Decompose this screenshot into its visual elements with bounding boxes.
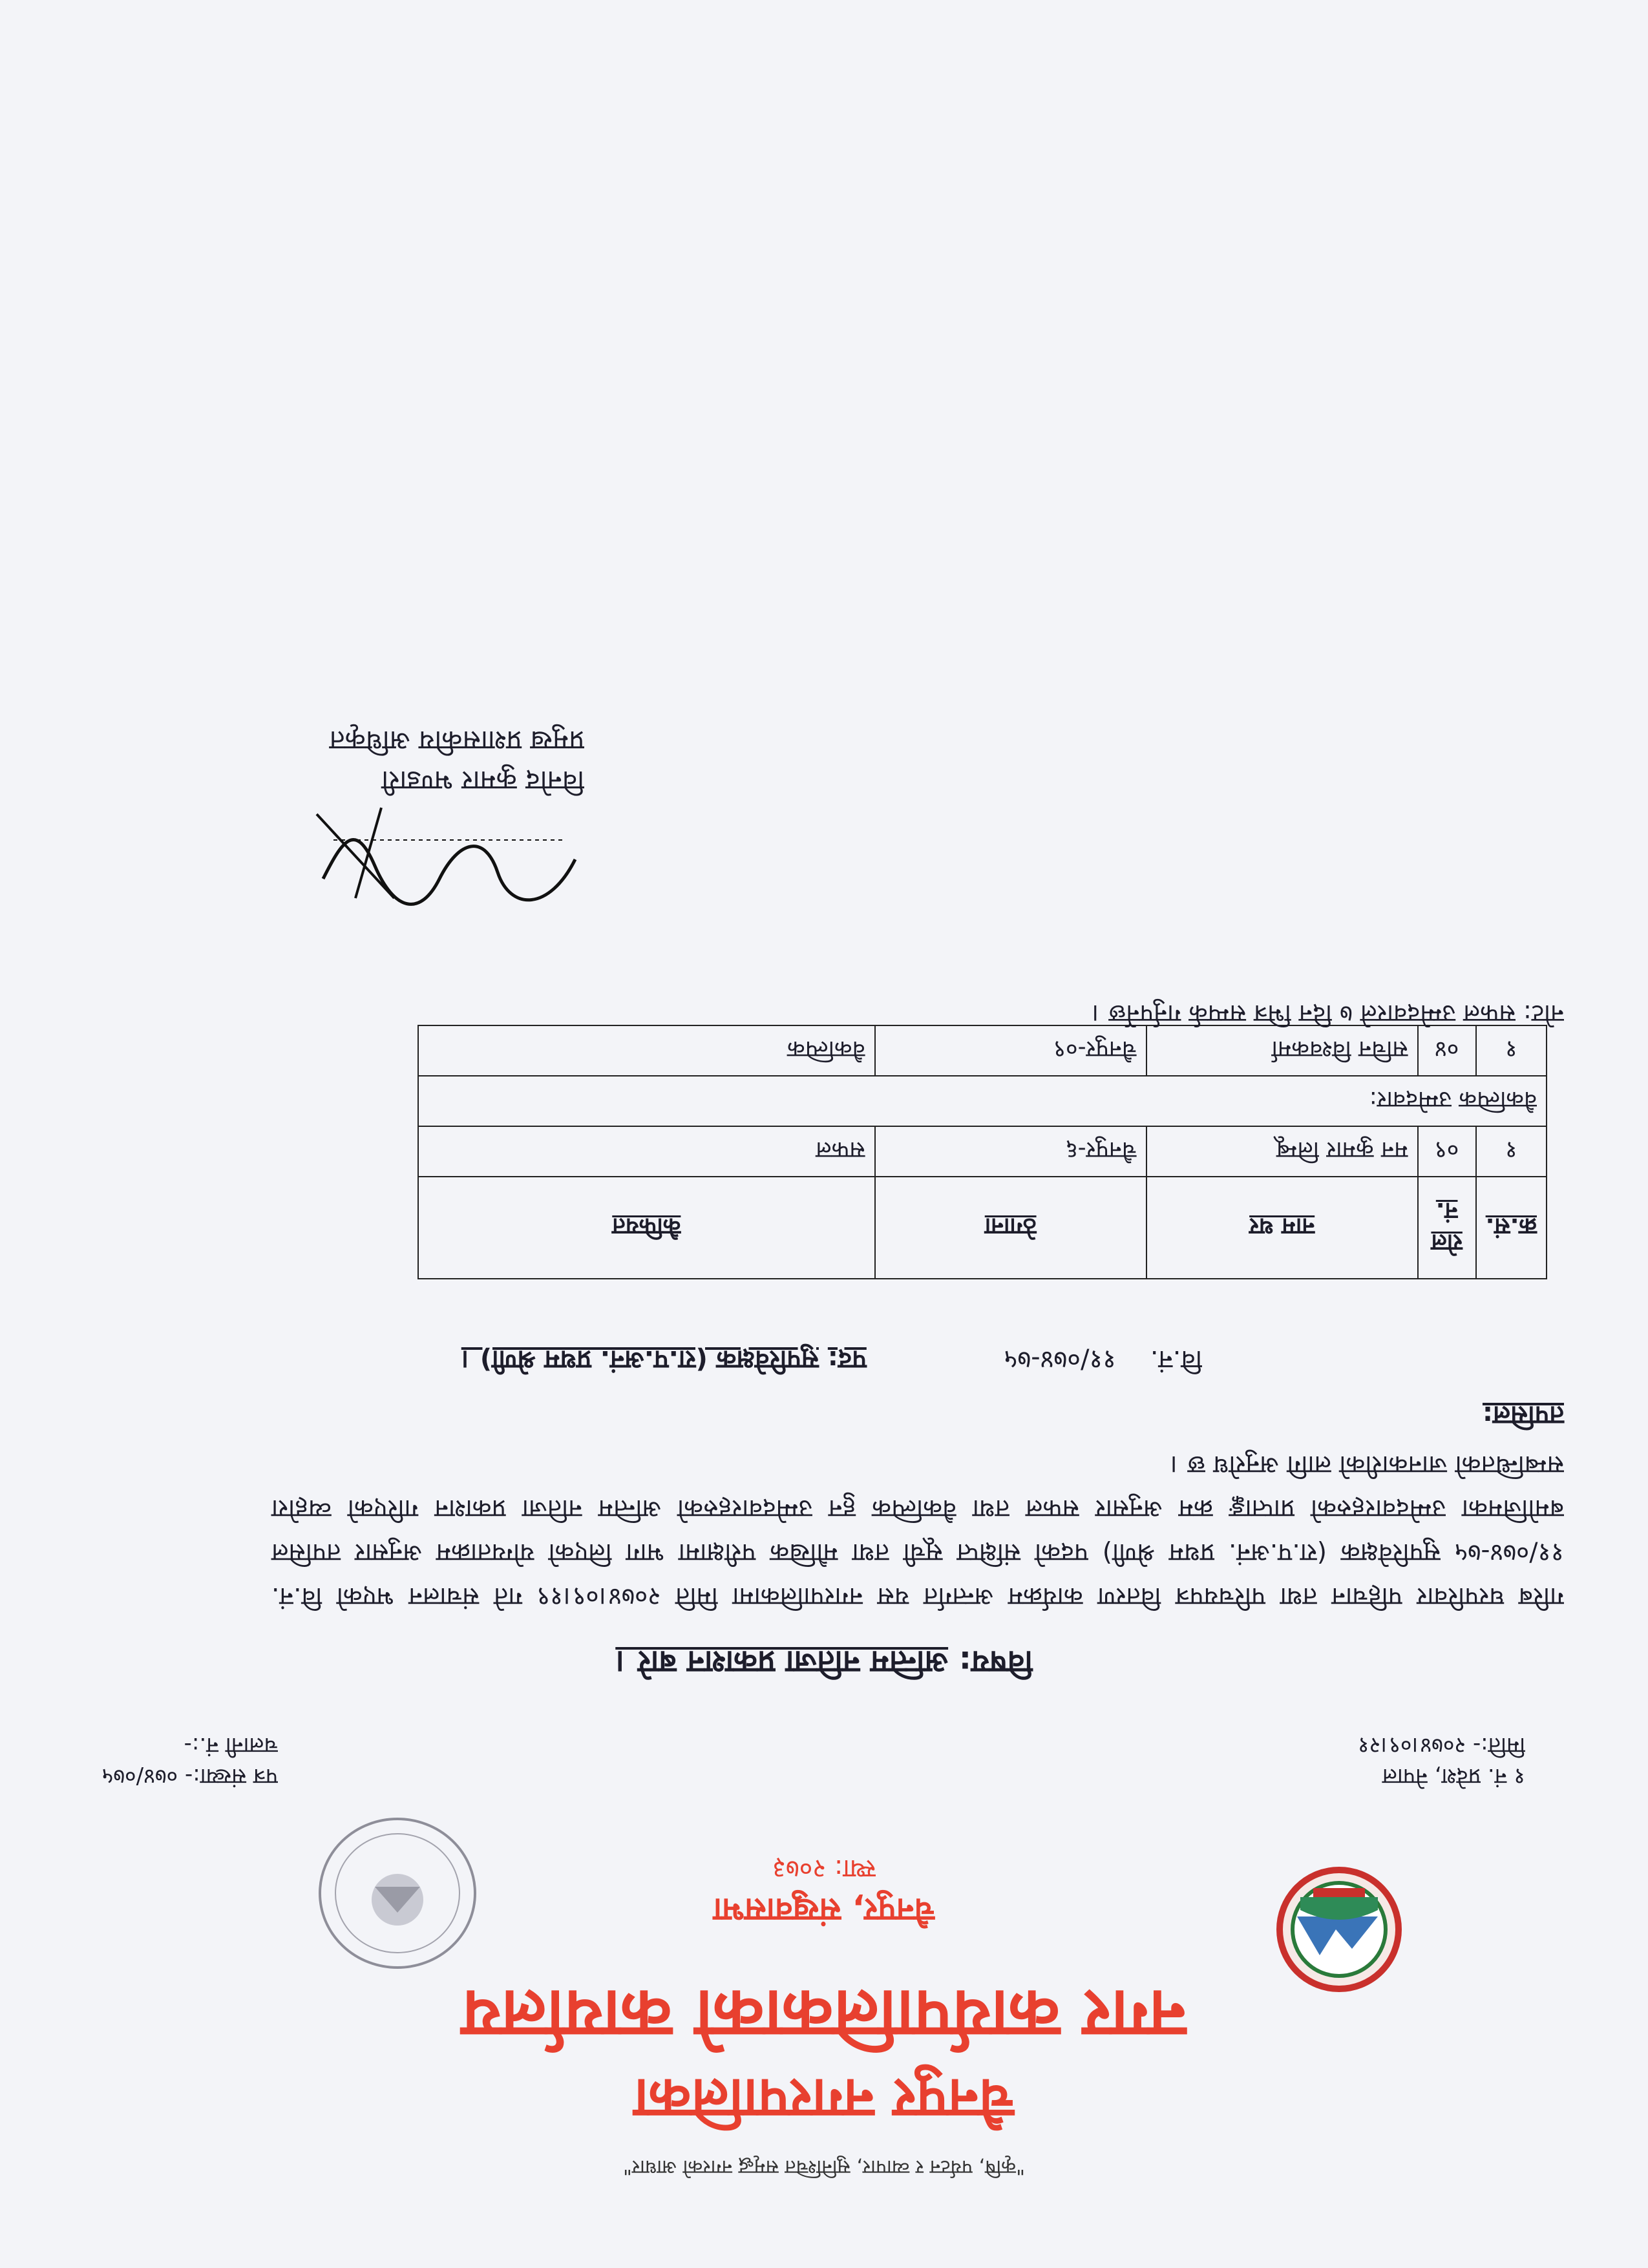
cell-sn: १: [1476, 1025, 1547, 1076]
cell-roll: ०४: [1418, 1025, 1476, 1076]
cell-roll: ०९: [1418, 1126, 1476, 1177]
subject-text: अन्तिम नतिजा प्रकाशन बारे ।: [615, 1644, 949, 1680]
details-heading: तपसिल:: [1482, 1400, 1564, 1430]
results-table: [417, 1025, 1547, 1279]
adv-no: ११/०७४-७५: [1004, 1345, 1117, 1374]
advertisement-line: [461, 1343, 1202, 1379]
table-header-row: [418, 1177, 1547, 1279]
motto: "कृषि, पर्यटन र व्यापार, सुनिश्चित समृद्ध नगरको आधार": [623, 2156, 1025, 2178]
cell-name: मन कुमार लिम्बू: [1146, 1126, 1418, 1177]
alternate-heading: वैकल्पिक उम्मेदवार:: [418, 1076, 1547, 1126]
post-name: सुपरिवेक्षक (रा.प.अनं. प्रथम श्रेणी) ।: [461, 1345, 819, 1374]
col-header-name: नाम थर: [1146, 1177, 1418, 1279]
office-seal-icon: [310, 1809, 485, 1977]
note-line: नोट: सफल उम्मेदवारले ७ दिन भित्र सम्पर्क गर्नुपर्नेछ ।: [1092, 1000, 1564, 1028]
alternate-heading-row: [418, 1076, 1547, 1126]
cell-address: चैनपुर-०९: [875, 1025, 1146, 1076]
org-name: चैनपुर नगरपालिका: [634, 2066, 1014, 2131]
col-header-remarks: कैफियत: [418, 1177, 875, 1279]
cell-remarks: वैकल्पिक: [418, 1025, 875, 1076]
office-name: नगर कार्यपालिकाको कार्यालय: [461, 1975, 1187, 2054]
table-row: [418, 1126, 1547, 1177]
reference-number: पत्र संख्या:- ०७४/०७५: [101, 1763, 278, 1789]
subject-line: [0, 1642, 1648, 1684]
handwritten-signature: [278, 801, 588, 937]
cell-name: सचिन विश्वकर्मा: [1146, 1025, 1418, 1076]
post-line: [461, 1345, 867, 1374]
cell-remarks: सफल: [418, 1126, 875, 1177]
dispatch-number: चलानी नं.:-: [184, 1732, 278, 1758]
col-header-roll: रोल नं.: [1418, 1177, 1476, 1279]
office-address: चैनपुर, संखुवासभा: [713, 1891, 935, 1929]
table-row: [418, 1025, 1547, 1076]
cell-sn: १: [1476, 1126, 1547, 1177]
body-paragraph: गरिब घरपरिवार पहिचान तथा परिचयपत्र वितरण कार्यक्रम अन्तर्गत यस नगरपालिकामा मिति २०७४।०९।१९ गते संचालन भएको वि.नं. ११/०७४-७५ सुपरिवेक्षक (रा.प.अनं. प्रथम श्रेणी) पदको संक्षिप्त सूची तथा मौखिक परीक्षामा भाग लिएको योग्यताक्रम अनुसार तपसिल बमोजिमका उम्मेदवारहरुको प्राप्ताङ्क क्रम अनुसार सफल तथा वैकल्पिक हुन उम्मेदवारहरुको अन्तिम नतिजा प्रकाशन गरिएको व्यहोरा सम्बन्धितको जानकारीको लागि अनुरोध छ ।: [271, 1450, 1564, 1611]
col-header-address: ठेगाना: [875, 1177, 1146, 1279]
established-year: स्था: २०७३: [772, 1854, 876, 1884]
col-header-sn: क्र.सं.: [1476, 1177, 1547, 1279]
cell-address: चैनपुर-६: [875, 1126, 1146, 1177]
letter-date: मिति:- २०७४।०९।२१: [1357, 1732, 1525, 1758]
adv-no-label: वि.नं.: [1150, 1345, 1202, 1374]
post-label: पद:: [827, 1345, 867, 1374]
signatory-title: प्रमुख प्रशासकीय अधिकृत: [329, 725, 584, 757]
subject-label: विषय:: [958, 1644, 1033, 1680]
signatory-name: विनोद कुमार भण्डारी: [381, 765, 584, 797]
province-label: १ नं. प्रदेश, नेपाल: [1382, 1763, 1525, 1789]
